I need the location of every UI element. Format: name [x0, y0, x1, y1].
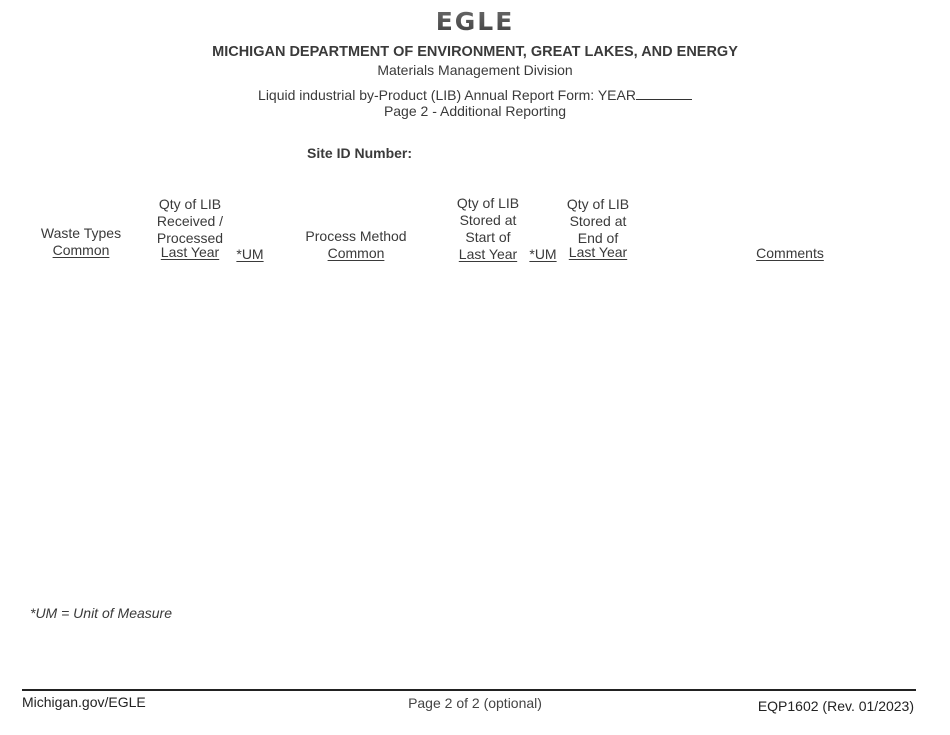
col-recv-line2: Received / — [156, 213, 224, 229]
col-start-line1: Qty of LIB — [456, 195, 520, 211]
page-subtitle: Page 2 - Additional Reporting — [383, 103, 567, 119]
col-end-line2: Stored at — [569, 213, 627, 229]
col-header-qty-stored-start — [440, 195, 536, 263]
col-end-line1: Qty of LIB — [566, 196, 630, 212]
col-start-line3: Start of — [465, 229, 511, 245]
col-header-comments — [740, 245, 840, 262]
col-waste-line2: Common — [52, 242, 110, 258]
col-header-process-method — [290, 228, 422, 262]
col-proc-line1: Process Method — [305, 228, 407, 244]
col-um2-text: *UM — [529, 246, 557, 262]
col-header-qty-stored-end — [552, 196, 644, 261]
form-title — [0, 87, 950, 103]
col-recv-line3: Processed — [156, 230, 224, 246]
footer-page-number: Page 2 of 2 (optional) — [408, 695, 542, 711]
year-blank-line[interactable] — [636, 87, 692, 100]
footer-divider — [22, 689, 916, 691]
col-header-qty-received — [138, 196, 242, 261]
logo-text: EGLE — [432, 6, 519, 37]
division-name: Materials Management Division — [377, 62, 573, 78]
footer-form-id: EQP1602 (Rev. 01/2023) — [757, 698, 914, 714]
footer-website: Michigan.gov/EGLE — [22, 694, 146, 710]
um-definition-note: *UM = Unit of Measure — [30, 605, 172, 621]
egle-logo — [0, 6, 950, 37]
form-title-text: Liquid industrial by-Product (LIB) Annual Report Form: YEAR — [258, 87, 636, 103]
col-start-line2: Stored at — [459, 212, 517, 228]
department-name: MICHIGAN DEPARTMENT OF ENVIRONMENT, GREAT LAKES, AND ENERGY — [212, 44, 738, 60]
col-proc-line2: Common — [327, 245, 385, 261]
site-id-label: Site ID Number: — [307, 145, 413, 161]
col-start-line4: Last Year — [458, 246, 518, 262]
col-header-um-1 — [230, 246, 270, 263]
col-end-line4: Last Year — [568, 244, 628, 260]
col-end-line3: End of — [577, 230, 619, 246]
col-recv-line4: Last Year — [160, 244, 220, 260]
col-waste-line1: Waste Types — [40, 225, 122, 241]
col-header-waste-types — [28, 225, 134, 259]
col-um1-text: *UM — [236, 246, 264, 262]
col-recv-line1: Qty of LIB — [158, 196, 222, 212]
col-comments-text: Comments — [756, 245, 824, 261]
